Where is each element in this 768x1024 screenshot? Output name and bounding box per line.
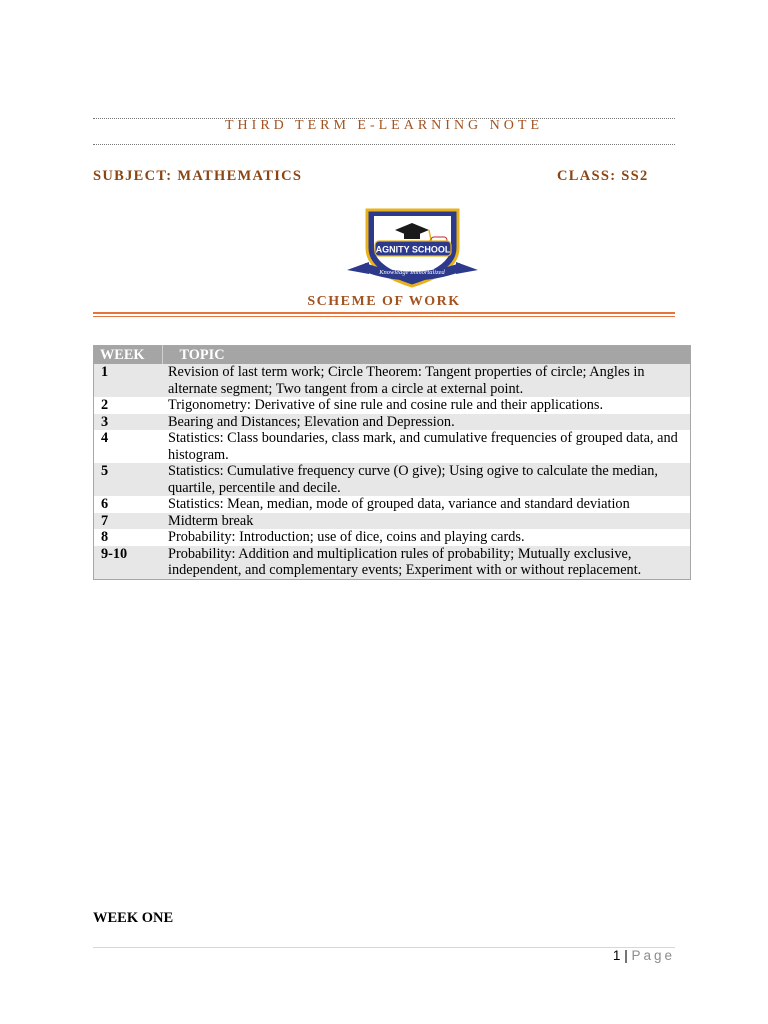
note-title: THIRD TERM E-LEARNING NOTE — [225, 118, 543, 133]
topic-cell: Midterm break — [162, 513, 691, 530]
table-row — [94, 529, 691, 546]
topic-cell: Probability: Introduction; use of dice, coins and playing cards. — [168, 529, 525, 545]
topic-cell: Statistics: Mean, median, mode of grouped data, variance and standard deviation — [168, 496, 630, 512]
table-row — [94, 463, 691, 496]
week-cell: 8 — [101, 529, 109, 545]
table-row — [94, 414, 691, 431]
week-cell: 5 — [94, 463, 163, 496]
footer-separator: | — [624, 948, 628, 963]
topic-cell: Bearing and Distances; Elevation and Depression. — [162, 414, 691, 431]
table-row — [94, 397, 691, 414]
scheme-table — [93, 345, 691, 580]
table-row — [94, 364, 691, 397]
topic-cell: Statistics: Class boundaries, class mark, and cumulative frequencies of grouped data, and histogram. — [168, 430, 678, 463]
column-header-topic: TOPIC — [162, 346, 691, 365]
topic-cell: Revision of last term work; Circle Theorem: Tangent properties of circle; Angles in alternate segment; Two tangent from a circle at external point. — [162, 364, 691, 397]
page-word: Page — [631, 948, 675, 963]
logo-school-name: AGNITY SCHOOL — [375, 244, 451, 255]
table-header-row — [94, 346, 691, 365]
week-cell: 4 — [101, 430, 109, 446]
table-row — [94, 496, 691, 513]
footer-rule — [93, 947, 675, 948]
week-cell: 2 — [101, 397, 109, 413]
table-row — [94, 513, 691, 530]
table-row — [94, 430, 691, 463]
topic-cell: Probability: Addition and multiplication rules of probability; Mutually exclusive, independent, and complementary events; Experiment with or without replacement. — [162, 546, 691, 580]
page-footer — [613, 948, 675, 963]
class-label: CLASS: SS2 — [557, 168, 649, 184]
week-cell: 6 — [101, 496, 109, 512]
school-logo — [345, 204, 480, 288]
page-number: 1 — [612, 948, 621, 963]
scheme-double-rule — [93, 312, 675, 317]
topic-cell: Trigonometry: Derivative of sine rule and cosine rule and their applications. — [168, 397, 604, 413]
subject-label: SUBJECT: MATHEMATICS — [93, 168, 303, 184]
logo-motto: Knowledge Immortalized — [379, 269, 445, 276]
week-cell: 9-10 — [94, 546, 163, 580]
scheme-title: SCHEME OF WORK — [307, 294, 461, 309]
week-cell: 7 — [94, 513, 163, 530]
column-header-week: WEEK — [94, 346, 163, 365]
topic-cell: Statistics: Cumulative frequency curve (O give); Using ogive to calculate the median, quartile, percentile and decile. — [162, 463, 691, 496]
week-cell: 3 — [94, 414, 163, 431]
table-row — [94, 546, 691, 580]
title-dotted-rule — [93, 144, 675, 145]
week-one-heading: WEEK ONE — [93, 910, 174, 926]
week-cell: 1 — [94, 364, 163, 397]
